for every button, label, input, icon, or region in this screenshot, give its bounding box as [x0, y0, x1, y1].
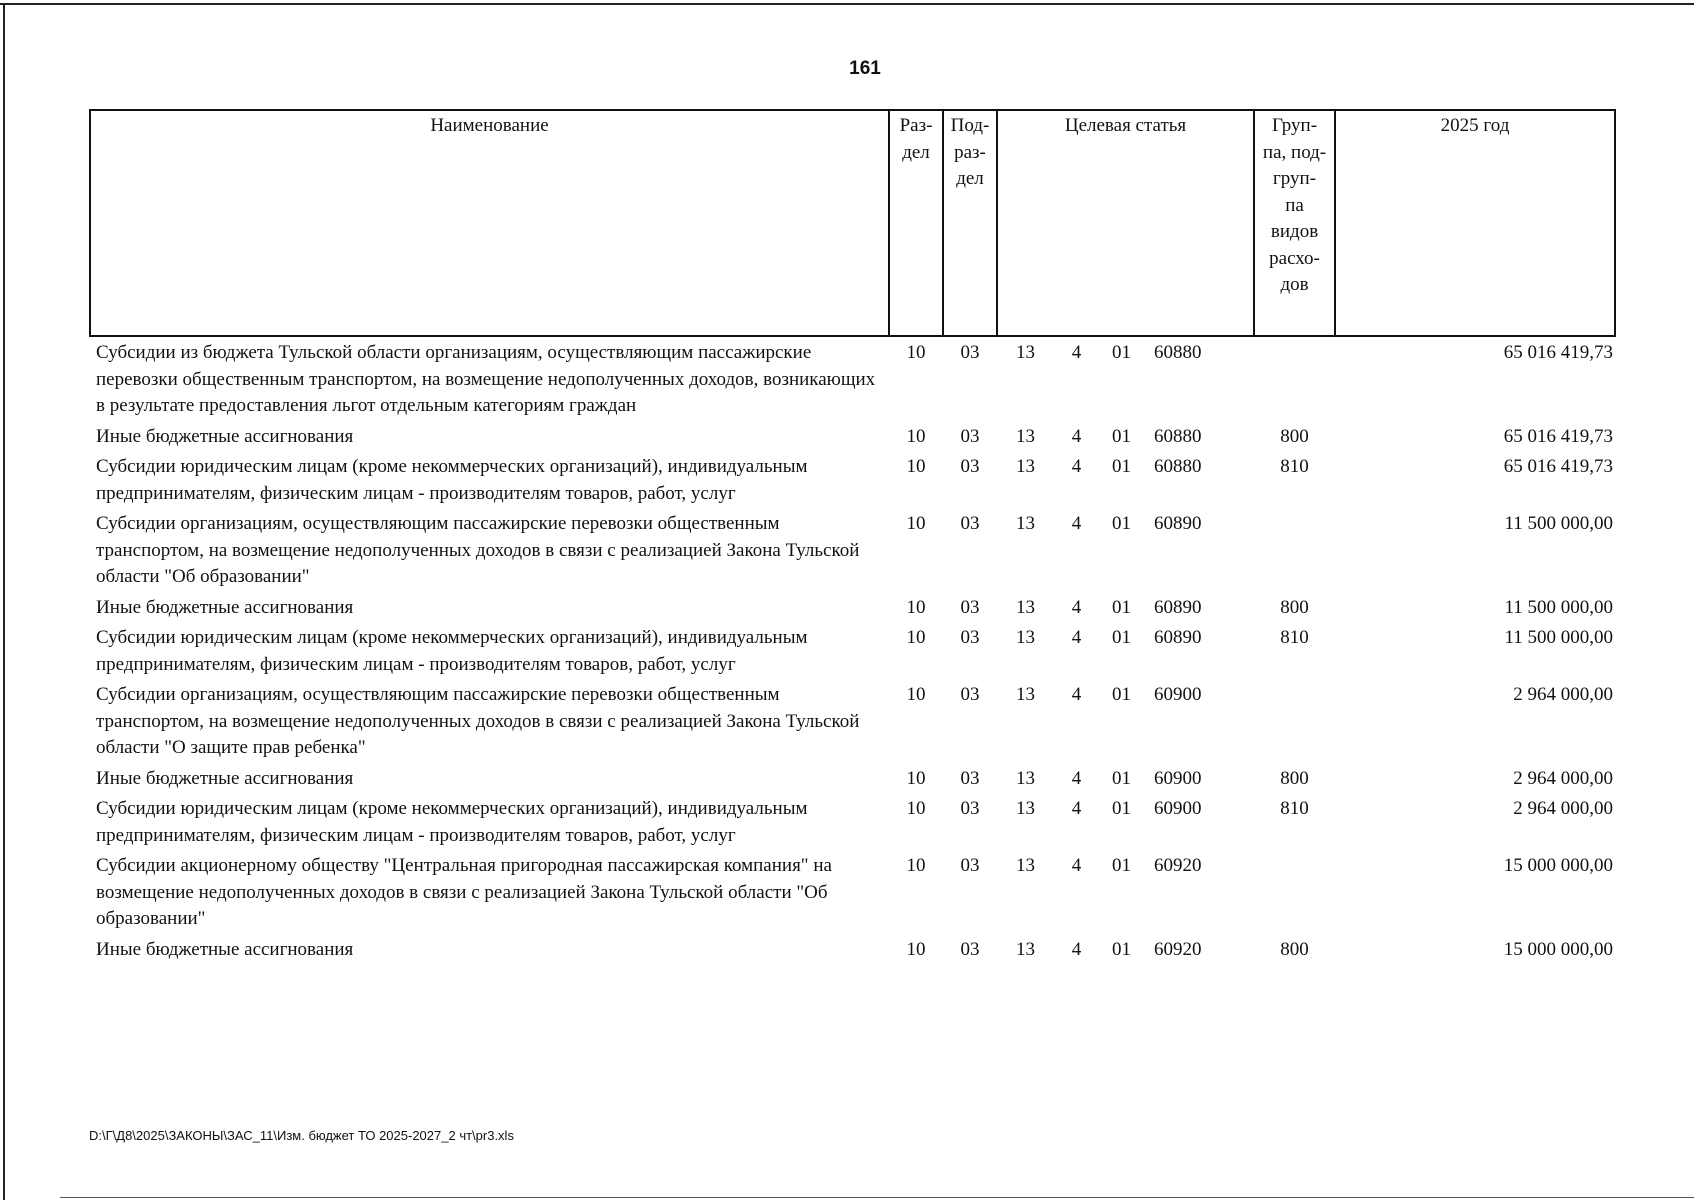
row-target-part1: 13 — [1016, 596, 1035, 618]
table-row — [90, 796, 1615, 853]
row-target-part1: 13 — [1016, 425, 1035, 447]
row-podrazdel: 03 — [960, 938, 980, 960]
footer-file-path: D:\Г\Д8\2025\ЗАКОНЫ\ЗАС_11\Изм. бюджет ТО 2025-2027_2 чт\pr3.xls — [89, 1128, 514, 1143]
row-expense-group: 800 — [1280, 767, 1309, 789]
table-body — [90, 336, 1615, 967]
row-name: Иные бюджетные ассигнования — [96, 425, 354, 447]
row-expense-group — [1254, 853, 1335, 937]
row-podrazdel: 03 — [960, 425, 980, 447]
row-target-part4: 60880 — [1154, 425, 1202, 447]
row-target-part2: 4 — [1071, 855, 1082, 876]
row-razdel: 10 — [906, 342, 926, 363]
row-razdel: 10 — [906, 855, 926, 876]
header-name — [90, 110, 889, 336]
row-target-part3: 01 — [1112, 342, 1131, 363]
row-target-part2: 4 — [1071, 425, 1082, 447]
row-expense-group: 800 — [1280, 596, 1309, 618]
row-target-part3: 01 — [1112, 767, 1131, 789]
row-name: Иные бюджетные ассигнования — [96, 938, 354, 960]
table-row — [90, 853, 1615, 937]
row-target-part2: 4 — [1071, 684, 1082, 705]
table-row — [90, 937, 1615, 968]
sheet-border-bottom — [60, 1197, 1694, 1198]
row-target-part3: 01 — [1112, 513, 1131, 534]
row-target-part2: 4 — [1071, 798, 1082, 819]
row-amount-2025: 11 500 000,00 — [1504, 627, 1614, 648]
row-razdel: 10 — [906, 425, 926, 447]
row-target-part2: 4 — [1071, 596, 1082, 618]
row-target-part2: 4 — [1071, 456, 1082, 477]
table-row — [90, 625, 1615, 682]
row-name: Субсидии юридическим лицам (кроме некоммерческих организаций), индивидуальным предпринимателям, физическим лицам - производителям товаров, работ, услуг — [96, 798, 808, 846]
row-name: Субсидии организациям, осуществляющим пассажирские перевозки общественным транспортом, на возмещение недополученных доходов в связи с реализацией Закона Тульской области "О защите прав ребенка" — [96, 684, 860, 758]
row-amount-2025: 11 500 000,00 — [1504, 596, 1614, 618]
row-name: Субсидии акционерному обществу "Центральная пригородная пассажирская компания" на возмещение недополученных доходов в связи с реализацией Закона Тульской области "Об образовании" — [96, 855, 832, 929]
row-name: Субсидии из бюджета Тульской области организациям, осуществляющим пассажирские перевозки общественным транспортом, на возмещение недополученных доходов, возникающих в результате предоставления льгот отдельным категориям граждан — [96, 342, 876, 416]
row-amount-2025: 65 016 419,73 — [1503, 456, 1614, 477]
row-target-part4: 60900 — [1154, 684, 1202, 705]
row-target-part4: 60900 — [1154, 798, 1202, 819]
row-expense-group — [1254, 682, 1335, 766]
row-target-part4: 60900 — [1154, 767, 1202, 789]
row-target-part1: 13 — [1016, 342, 1035, 363]
row-razdel: 10 — [906, 596, 926, 618]
row-target-part1: 13 — [1016, 767, 1035, 789]
table-row — [90, 454, 1615, 511]
row-target-part1: 13 — [1016, 798, 1035, 819]
row-target-part1: 13 — [1016, 627, 1035, 648]
row-target-part3: 01 — [1112, 425, 1131, 447]
row-expense-group: 810 — [1280, 627, 1309, 648]
row-podrazdel: 03 — [960, 798, 980, 819]
row-target-part1: 13 — [1016, 855, 1035, 876]
header-razdel — [889, 110, 943, 336]
header-target-article — [997, 110, 1254, 336]
header-group — [1254, 110, 1335, 336]
row-podrazdel: 03 — [960, 456, 980, 477]
row-target-part4: 60920 — [1154, 855, 1202, 876]
row-target-part3: 01 — [1112, 684, 1131, 705]
row-podrazdel: 03 — [960, 342, 980, 363]
row-razdel: 10 — [906, 627, 926, 648]
row-expense-group — [1254, 511, 1335, 595]
row-target-part4: 60890 — [1154, 627, 1202, 648]
row-amount-2025: 11 500 000,00 — [1504, 513, 1614, 534]
row-razdel: 10 — [906, 938, 926, 960]
table-row — [90, 682, 1615, 766]
row-razdel: 10 — [906, 684, 926, 705]
row-target-part3: 01 — [1112, 798, 1131, 819]
budget-table — [89, 109, 1616, 967]
row-name: Иные бюджетные ассигнования — [96, 767, 354, 789]
row-amount-2025: 2 964 000,00 — [1513, 798, 1614, 819]
row-target-part3: 01 — [1112, 938, 1131, 960]
header-target-article-label: Целевая статья — [1064, 115, 1187, 136]
sheet-border-top — [0, 3, 1694, 5]
row-expense-group: 810 — [1280, 456, 1309, 477]
row-target-part2: 4 — [1071, 627, 1082, 648]
table-row — [90, 424, 1615, 455]
row-target-part4: 60880 — [1154, 342, 1202, 363]
table-row — [90, 511, 1615, 595]
row-amount-2025: 2 964 000,00 — [1513, 767, 1614, 789]
row-target-part4: 60890 — [1154, 513, 1202, 534]
row-expense-group — [1254, 336, 1335, 424]
table-row — [90, 336, 1615, 424]
row-target-part2: 4 — [1071, 767, 1082, 789]
row-target-part1: 13 — [1016, 938, 1035, 960]
table-row — [90, 766, 1615, 797]
row-target-part1: 13 — [1016, 684, 1035, 705]
header-year — [1335, 110, 1615, 336]
header-group-label: Груп- па, под- груп- па видов расхо- дов — [1262, 115, 1327, 295]
row-razdel: 10 — [906, 798, 926, 819]
row-target-part2: 4 — [1071, 938, 1082, 960]
row-target-part4: 60880 — [1154, 456, 1202, 477]
row-amount-2025: 15 000 000,00 — [1503, 938, 1614, 960]
header-year-label: 2025 год — [1440, 115, 1510, 136]
row-name: Субсидии юридическим лицам (кроме некоммерческих организаций), индивидуальным предпринимателям, физическим лицам - производителям товаров, работ, услуг — [96, 456, 808, 504]
row-target-part3: 01 — [1112, 855, 1131, 876]
row-target-part4: 60890 — [1154, 596, 1202, 618]
row-amount-2025: 65 016 419,73 — [1503, 342, 1614, 363]
header-podrazdel — [943, 110, 997, 336]
row-target-part2: 4 — [1071, 342, 1082, 363]
row-target-part3: 01 — [1112, 627, 1131, 648]
row-podrazdel: 03 — [960, 684, 980, 705]
row-amount-2025: 2 964 000,00 — [1513, 684, 1614, 705]
table-header-row — [90, 110, 1615, 336]
header-name-label: Наименование — [430, 115, 549, 136]
table-row — [90, 595, 1615, 626]
row-target-part1: 13 — [1016, 513, 1035, 534]
row-name: Субсидии организациям, осуществляющим пассажирские перевозки общественным транспортом, на возмещение недополученных доходов в связи с реализацией Закона Тульской области "Об образовании" — [96, 513, 860, 587]
row-target-part3: 01 — [1112, 456, 1131, 477]
row-expense-group: 810 — [1280, 798, 1309, 819]
row-amount-2025: 65 016 419,73 — [1503, 425, 1614, 447]
row-expense-group: 800 — [1280, 938, 1309, 960]
row-target-part4: 60920 — [1154, 938, 1202, 960]
page-number: 161 — [849, 58, 881, 79]
header-razdel-label: Раз- дел — [899, 115, 933, 163]
row-target-part3: 01 — [1112, 596, 1131, 618]
header-podrazdel-label: Под- раз- дел — [950, 115, 990, 189]
row-razdel: 10 — [906, 513, 926, 534]
row-razdel: 10 — [906, 456, 926, 477]
row-expense-group: 800 — [1280, 425, 1309, 447]
row-podrazdel: 03 — [960, 513, 980, 534]
row-podrazdel: 03 — [960, 855, 980, 876]
row-name: Иные бюджетные ассигнования — [96, 596, 354, 618]
row-podrazdel: 03 — [960, 627, 980, 648]
row-target-part2: 4 — [1071, 513, 1082, 534]
row-podrazdel: 03 — [960, 767, 980, 789]
row-podrazdel: 03 — [960, 596, 980, 618]
row-name: Субсидии юридическим лицам (кроме некоммерческих организаций), индивидуальным предпринимателям, физическим лицам - производителям товаров, работ, услуг — [96, 627, 808, 675]
row-amount-2025: 15 000 000,00 — [1503, 855, 1614, 876]
row-target-part1: 13 — [1016, 456, 1035, 477]
sheet-border-left — [3, 3, 5, 1200]
row-razdel: 10 — [906, 767, 926, 789]
